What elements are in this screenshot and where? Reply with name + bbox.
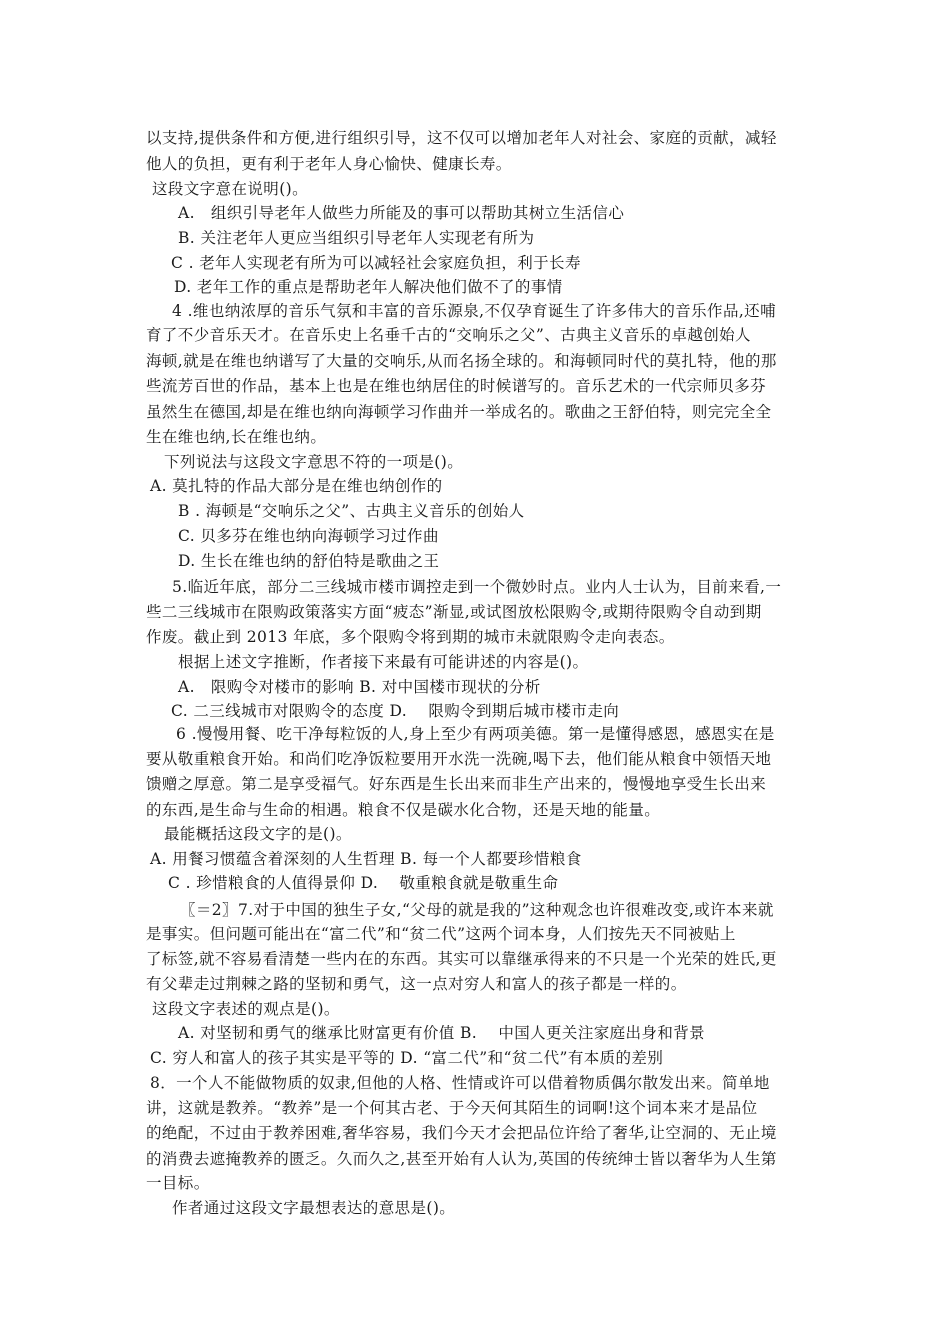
answer-option: B. 关注老年人更应当组织引导老年人实现老有所为 bbox=[178, 229, 535, 247]
text-line: 一目标。 bbox=[146, 1174, 210, 1192]
text-line: 他人的负担，更有利于老年人身心愉快、健康长寿。 bbox=[146, 155, 512, 173]
text-line: 8．一个人不能做物质的奴隶,但他的人格、性情或许可以借着物质偶尔散发出来。简单地 bbox=[150, 1074, 770, 1092]
text-line: 的绝配，不过由于教养困难,奢华容易，我们今天才会把品位许给了奢华,让空洞的、无止境 bbox=[146, 1124, 777, 1142]
text-line: 要从敬重粮食开始。和尚们吃净饭粒要用开水洗一洗碗,喝下去，他们能从粮食中领悟天地 bbox=[146, 750, 772, 768]
text-line: 生在维也纳,长在维也纳。 bbox=[146, 428, 327, 446]
question-prompt: 最能概括这段文字的是()。 bbox=[164, 825, 352, 843]
answer-option: C . 珍惜粮食的人值得景仰 D. 敬重粮食就是敬重生命 bbox=[168, 874, 559, 892]
answer-option: B . 海顿是“交响乐之父”、古典主义音乐的创始人 bbox=[178, 502, 525, 520]
text-line: 作废。截止到 2013 年底，多个限购令将到期的城市未就限购令走向表态。 bbox=[146, 628, 675, 646]
text-line: 些流芳百世的作品，基本上也是在维也纳居住的时候谱写的。音乐艺术的一代宗师贝多芬 bbox=[146, 377, 767, 395]
text-line: 的消费去遮掩教养的匮乏。久而久之,甚至开始有人认为,英国的传统绅士皆以奢华为人生第 bbox=[146, 1150, 777, 1168]
text-line: 虽然生在德国,却是在维也纳向海顿学习作曲并一举成名的。歌曲之王舒伯特，则完完全全 bbox=[146, 403, 772, 421]
text-line: 的东西,是生命与生命的相遇。粮食不仅是碳水化合物，还是天地的能量。 bbox=[146, 801, 661, 819]
answer-option: D. 生长在维也纳的舒伯特是歌曲之王 bbox=[178, 552, 440, 570]
text-line: 些二三线城市在限购政策落实方面“疲态”渐显,或试图放松限购令,或期待限购令自动到期 bbox=[146, 603, 762, 621]
question-prompt: 下列说法与这段文字意思不符的一项是()。 bbox=[164, 453, 464, 471]
text-line: 以支持,提供条件和方便,进行组织引导，这不仅可以增加老年人对社会、家庭的贡献，减轻 bbox=[146, 129, 777, 147]
text-line: 馈赠之厚意。第二是享受福气。好东西是生长出来而非生产出来的，慢慢地享受生长出来 bbox=[146, 775, 767, 793]
question-prompt: 这段文字表述的观点是()。 bbox=[152, 1000, 340, 1018]
text-line: 〖＝2〗7.对于中国的独生子女,“父母的就是我的”这种观念也许很难改变,或许本来就 bbox=[180, 901, 774, 919]
text-line: 5.临近年底，部分二三线城市楼市调控走到一个微妙时点。业内人士认为，目前来看,一 bbox=[172, 578, 782, 596]
answer-option: A. 对坚韧和勇气的继承比财富更有价值 B. 中国人更关注家庭出身和背景 bbox=[178, 1024, 706, 1042]
text-line: 4 .维也纳浓厚的音乐气氛和丰富的音乐源泉,不仅孕育诞生了许多伟大的音乐作品,还哺 bbox=[172, 302, 776, 320]
text-line: 了标签,就不容易看清楚一些内在的东西。其实可以靠继承得来的不只是一个光荣的姓氏,更 bbox=[146, 950, 777, 968]
answer-option: A. 莫扎特的作品大部分是在维也纳创作的 bbox=[150, 477, 443, 495]
answer-option: C. 贝多芬在维也纳向海顿学习过作曲 bbox=[178, 527, 439, 545]
text-line: 育了不少音乐天才。在音乐史上名垂千古的“交响乐之父”、古典主义音乐的卓越创始人 bbox=[146, 326, 751, 344]
text-line: 是事实。但问题可能出在“富二代”和“贫二代”这两个词本身，人们按先天不同被贴上 bbox=[146, 925, 736, 943]
text-line: 有父辈走过荆棘之路的坚韧和勇气，这一点对穷人和富人的孩子都是一样的。 bbox=[146, 975, 687, 993]
text-line: 海顿,就是在维也纳谱写了大量的交响乐,从而名扬全球的。和海顿同时代的莫扎特，他的那 bbox=[146, 352, 777, 370]
text-line: 讲，这就是教养。“教养”是一个何其古老、于今天何其陌生的词啊!这个词本来才是品位 bbox=[146, 1099, 758, 1117]
question-prompt: 作者通过这段文字最想表达的意思是()。 bbox=[172, 1199, 456, 1217]
answer-option: A. 用餐习惯蕴含着深刻的人生哲理 B. 每一个人都要珍惜粮食 bbox=[150, 850, 582, 868]
question-prompt: 根据上述文字推断，作者接下来最有可能讲述的内容是()。 bbox=[178, 653, 589, 671]
answer-option: C. 二三线城市对限购令的态度 D. 限购令到期后城市楼市走向 bbox=[171, 702, 620, 720]
question-prompt: 这段文字意在说明()。 bbox=[152, 180, 308, 198]
answer-option: C . 老年人实现老有所为可以减轻社会家庭负担，利于长寿 bbox=[171, 254, 581, 272]
answer-option: A. 限购令对楼市的影响 B. 对中国楼市现状的分析 bbox=[178, 678, 541, 696]
answer-option: C. 穷人和富人的孩子其实是平等的 D. “富二代”和“贫二代”有本质的差别 bbox=[150, 1049, 664, 1067]
answer-option: D. 老年工作的重点是帮助老年人解决他们做不了的事情 bbox=[174, 278, 563, 296]
text-line: 6 .慢慢用餐、吃干净每粒饭的人,身上至少有两项美德。第一是懂得感恩，感恩实在是 bbox=[176, 725, 775, 743]
answer-option: A. 组织引导老年人做些力所能及的事可以帮助其树立生活信心 bbox=[178, 204, 625, 222]
